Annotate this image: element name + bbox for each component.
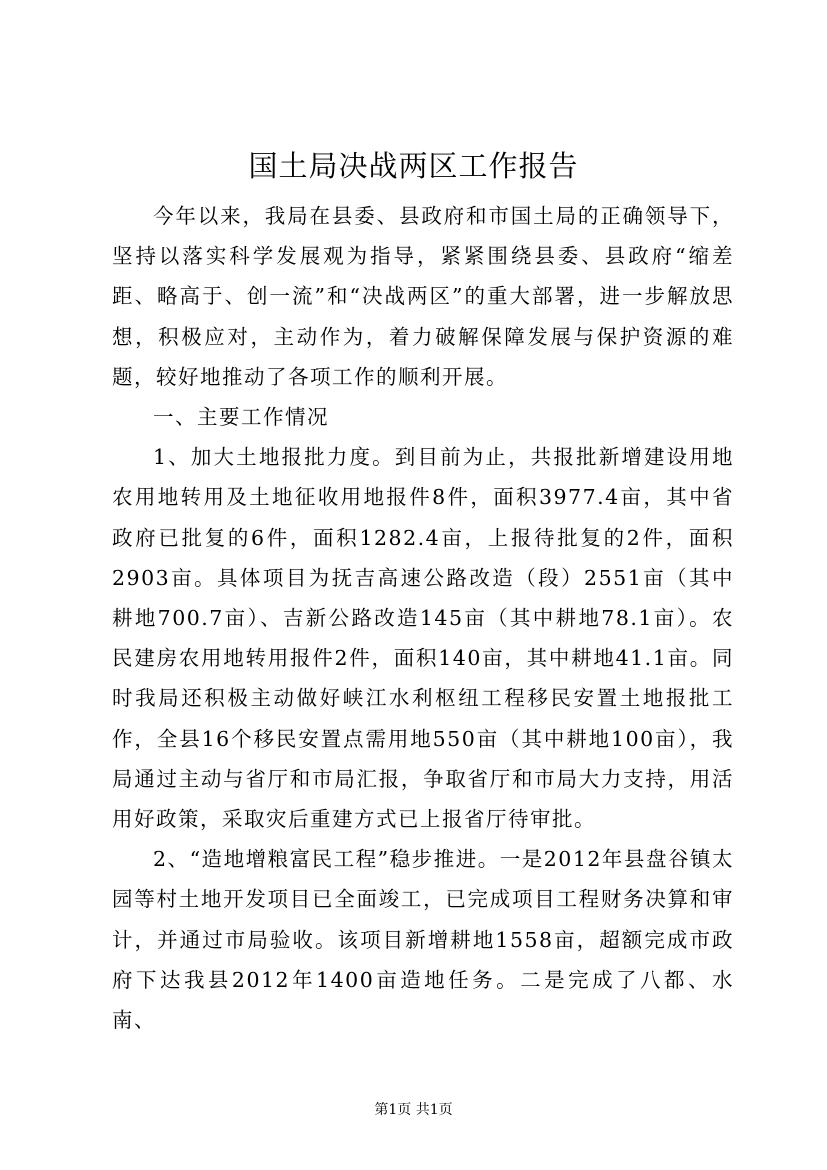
document-title: 国土局决战两区工作报告 (248, 149, 579, 183)
paragraph-item-2: 2、“造地增粮富民工程”稳步推进。一是2012年县盘谷镇太园等村土地开发项目已全面竣工，已完成项目工程财务决算和审计，并通过市局验收。该项目新增耕地1558亩，超额完成市政府下达我县2012年1400亩造地任务。二是完成了八都、水南、 (112, 847, 734, 1033)
section-heading: 一、主要工作情况 (153, 405, 329, 430)
document-body (112, 196, 734, 1040)
paragraph-item-1: 1、加大土地报批力度。到目前为止，共报批新增建设用地农用地转用及土地征收用地报件8件，面积3977.4亩，其中省政府已批复的6件，面积1282.4亩，上报待批复的2件，面积2903亩。具体项目为抚吉高速公路改造（段）2551亩（其中耕地700.7亩）、吉新公路改造145亩（其中耕地78.1亩）。农民建房农用地转用报件2件，面积140亩，其中耕地41.1亩。同时我局还积极主动做好峡江水利枢纽工程移民安置土地报批工作，全县16个移民安置点需用地550亩（其中耕地100亩），我局通过主动与省厅和市局汇报，争取省厅和市局大力支持，用活用好政策，采取灾后重建方式已上报省厅待审批。 (112, 445, 734, 832)
page-footer: 第1页 共1页 (374, 1102, 453, 1118)
paragraph-intro: 今年以来，我局在县委、县政府和市国土局的正确领导下，坚持以落实科学发展观为指导，紧紧围绕县委、县政府“缩差距、略高于、创一流”和“决战两区”的重大部署，进一步解放思想，积极应对，主动作为，着力破解保障发展与保护资源的难题，较好地推动了各项工作的顺利开展。 (112, 204, 734, 389)
